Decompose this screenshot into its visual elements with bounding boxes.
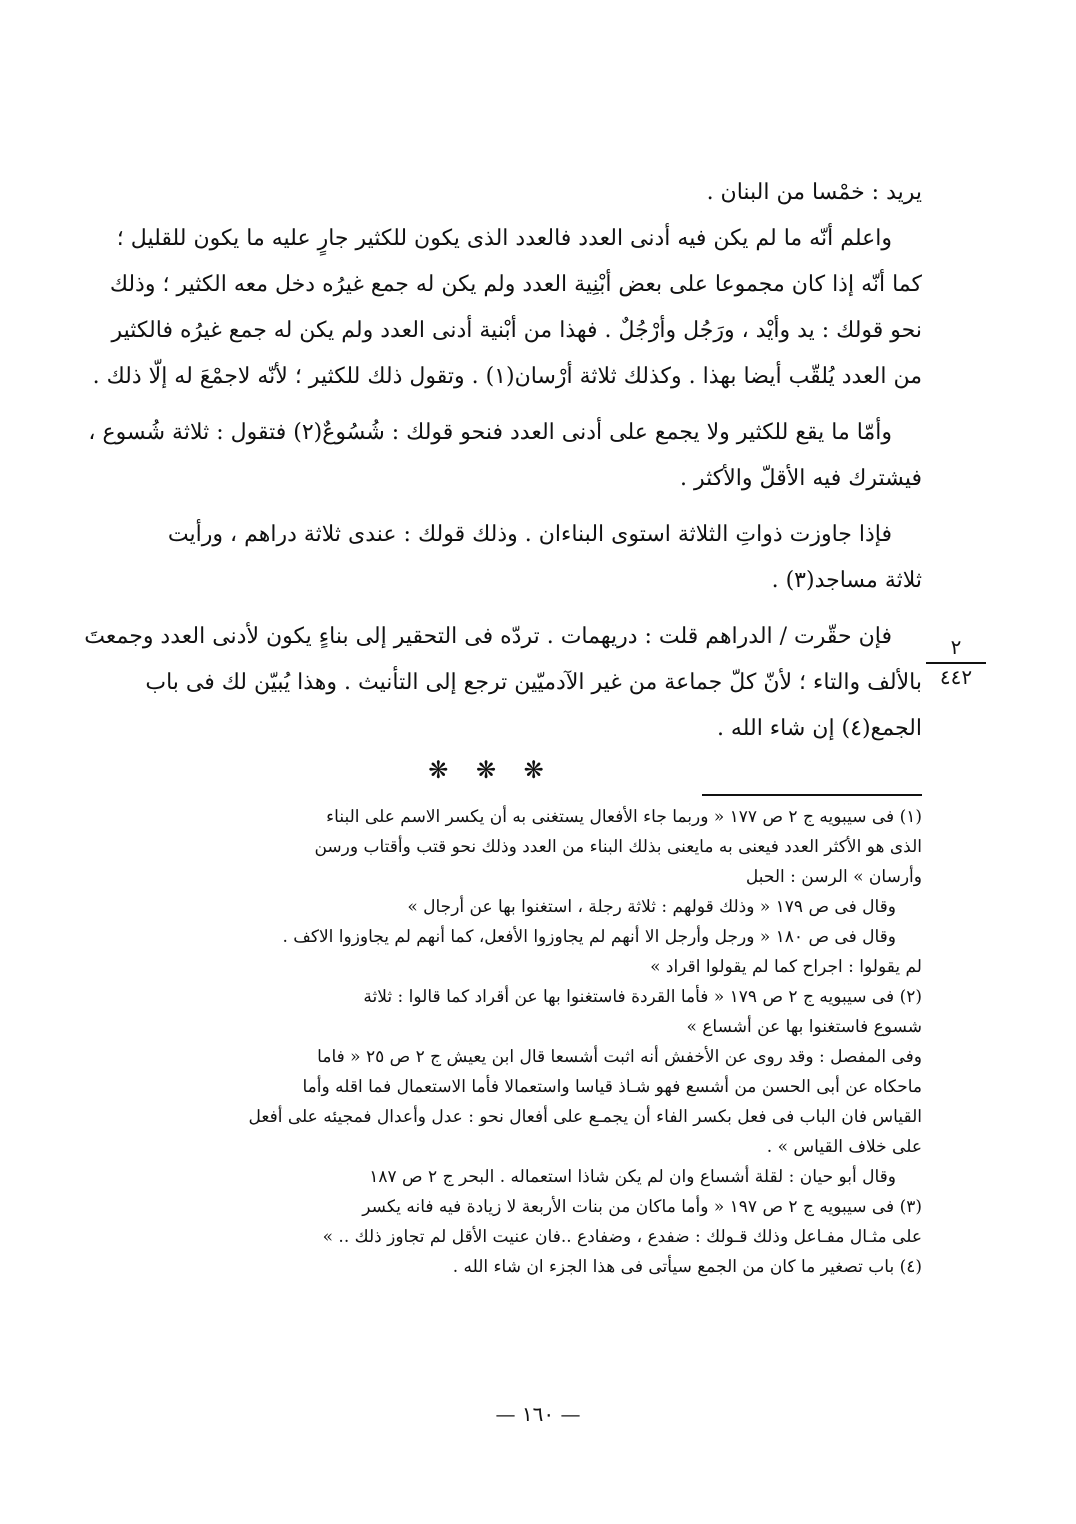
margin-reference-volume: ٢ [926, 634, 986, 664]
footnote-line: القياس فان الباب فى فعل بكسر الفاء أن يجمـع على أفعال نحو : عدل وأعدال فمجيئه على أفعل [248, 1107, 922, 1127]
footnote-line: لم يقولوا : اجراح كما لم يقولوا اقراد » [650, 957, 922, 977]
body-line: فإذا جاوزت ذواتِ الثلاثة استوى البناءان . وذلك قولك : عندى ثلاثة دراهم ، ورأيت [167, 522, 892, 547]
footnote-line: ماحكاه عن أبى الحسن من أشسع فهو شـاذ قياسا واستعمالا فأما الاستعمال فما اقله وأما [302, 1077, 922, 1097]
footnote-line: (٣) فى سيبويه ج ٢ ص ١٩٧ « وأما ماكان من بنات الأربعة لا زيادة فيه فانه يكسر [362, 1197, 922, 1217]
body-line: الجمع(٤) إن شاء الله . [716, 716, 922, 741]
body-line: فإن حقّرت / الدراهم قلت : دريهمات . تردّه فى التحقير إلى بناءٍ يكون لأدنى العدد وجمعتَ [84, 624, 892, 649]
footnote-line: (٤) باب تصغير ما كان من الجمع سيأتى فى هذا الجزء ان شاء الله . [452, 1257, 922, 1277]
body-line: فيشترك فيه الأقلّ والأكثر . [680, 466, 922, 491]
body-line: بالألف والتاء ؛ لأنّ كلّ جماعة من غير الآدميّين ترجع إلى التأنيث . وهذا يُبيّن لك فى باب [145, 670, 922, 695]
footnote-line: وأرسان » الرسن : الحبل [745, 867, 922, 887]
footnote-line: على خلاف القياس » . [766, 1137, 922, 1157]
margin-reference-page: ٤٤٢ [939, 665, 973, 689]
footnote-line: وقال فى ص ١٧٩ « وذلك قولهم : ثلاثة رجلة ، استغنوا بها عن أرجال » [407, 897, 896, 917]
body-line: ثلاثة مساجد(٣) . [771, 568, 922, 593]
footnote-line: الذى هو الأكثر العدد فيعنى به مايعنى بذلك البناء من العدد وذلك نحو قتب وأقتاب ورسن [314, 837, 922, 857]
footnote-line: وقال فى ص ١٨٠ « ورجل وأرجل الا أنهم لم يجاوزوا الأفعل، كما أنهم لم يجاوزوا الاكف . [282, 927, 896, 947]
footnote-line: وقال أبو حيان : لقلة أشساع وان لم يكن شاذا استعماله . البحر ج ٢ ص ١٨٧ [369, 1167, 896, 1187]
margin-reference [926, 634, 986, 690]
section-separator: ❋ ❋ ❋ [428, 756, 554, 784]
body-line: نحو قولك : يد وأيْد ، ورَجُل وأرْجُلٌ . فهذا من أبْنية أدنى العدد ولم يكن له جمع غيرُه فالكثير [111, 318, 922, 343]
footnote-line: على مثـال مفـاعل وذلك قـولك : ضفدع ، وضفادع ..فان عنيت الأقل لم تجاوز ذلك .. » [322, 1227, 922, 1247]
body-line: وأمّا ما يقع للكثير ولا يجمع على أدنى العدد فنحو قولك : شُسُوعٌ(٢) فتقول : ثلاثة شُسوع ، [88, 420, 892, 445]
footnote-line: شسوع فاستغنوا بها عن أشساع » [686, 1017, 922, 1037]
footnote-line: (١) فى سيبويه ج ٢ ص ١٧٧ « وربما جاء الأفعال يستغنى به أن يكسر الاسم على البناء [326, 807, 922, 827]
body-line: كما أنّه إذا كان مجموعا على بعض أبْنِية العدد ولم يكن له جمع غيرُه دخل معه الكثير ؛ وذلك [109, 272, 922, 297]
body-line: واعلم أنّه ما لم يكن فيه أدنى العدد فالعدد الذى يكون للكثير جارٍ عليه ما يكون للقليل ؛ [116, 226, 892, 251]
body-line: من العدد يُلقّب أيضا بهذا . وكذلك ثلاثة أرْسان(١) . وتقول ذلك للكثير ؛ لأنّه لاجمْعَ له إلّا ذلك . [92, 364, 922, 389]
page-content [60, 170, 922, 1282]
footnote-line: (٢) فى سيبويه ج ٢ ص ١٧٩ « فأما القردة فاستغنوا بها عن أقراد كما قالوا : ثلاثة [363, 987, 922, 1007]
footnote-rule [702, 794, 922, 796]
page-number: — ١٦٠ — [495, 1402, 581, 1426]
body-line: يريد : خمْسا من البنان . [706, 180, 922, 205]
footnote-line: وفى المفصل : وقد روى عن الأخفش أنه اثبت أشسعا قال ابن يعيش ج ٢ ص ٢٥ « فاما [317, 1047, 922, 1067]
